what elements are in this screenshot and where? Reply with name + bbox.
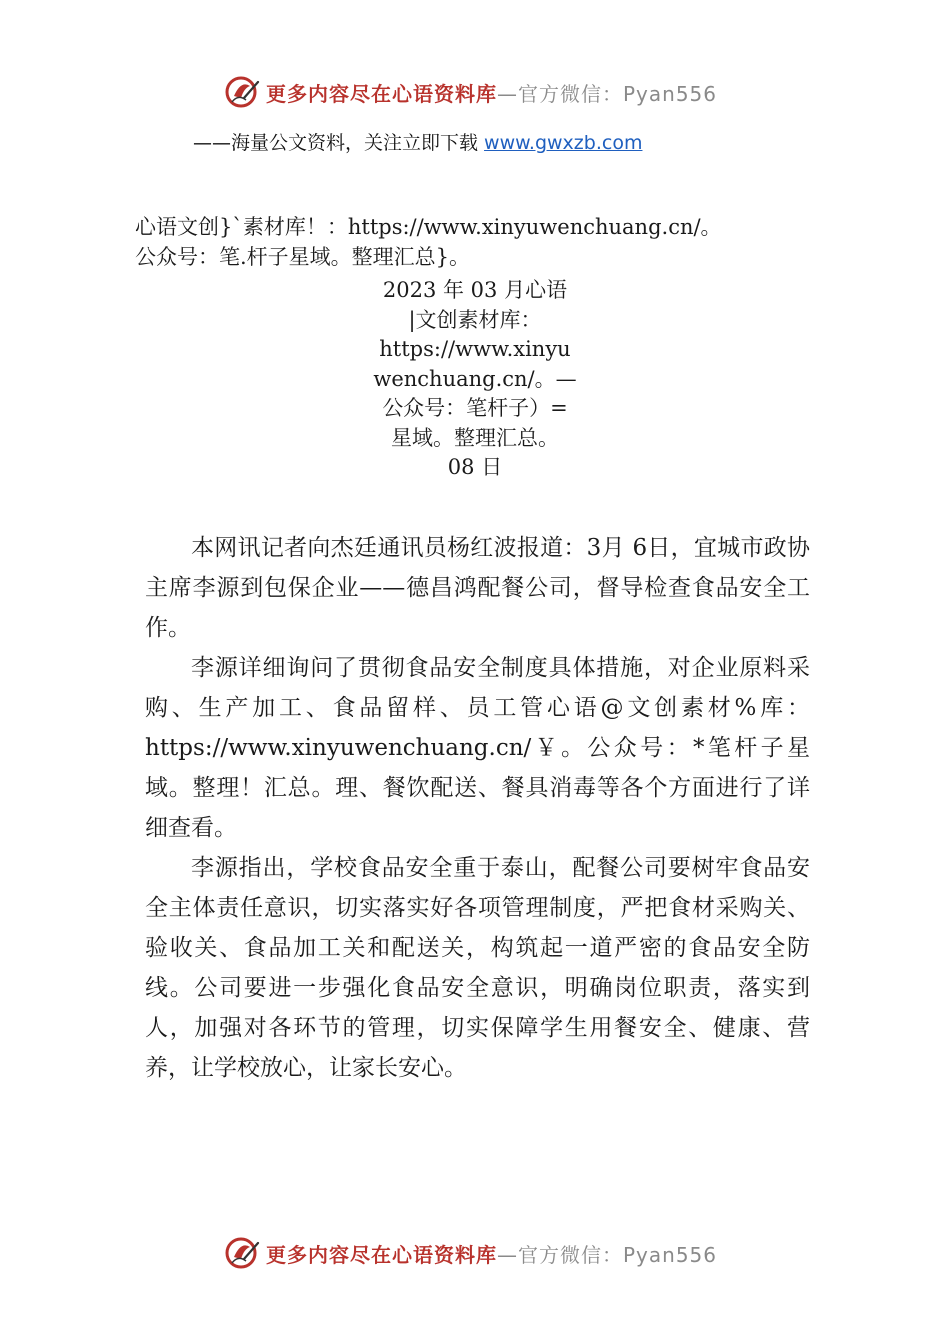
header-banner: [0, 72, 950, 112]
logo-icon: [224, 74, 262, 110]
website-link[interactable]: www.gwxzb.com: [484, 132, 643, 154]
logo-icon: [224, 1235, 262, 1271]
date-line: 08 日: [447, 455, 503, 479]
article-paragraph: 李源详细询问了贯彻食品安全制度具体措施，对企业原料采购、生产加工、食品留样、员工管心语@文创素材%库：https://www.xinyuwenchuang.cn/￥。公众号：*笔杆子星域。整理！汇总。理、餐饮配送、餐具消毒等各个方面进行了详细查看。: [145, 655, 810, 841]
intro-line-1: 心语文创}`素材库！：https://www.xinyuwenchuang.cn/。: [135, 215, 722, 239]
article-body: [145, 528, 810, 1088]
banner-gray-text: —官方微信：Pyan556: [497, 82, 718, 106]
download-subline: [193, 128, 642, 155]
date-line: |文创素材库：: [408, 307, 542, 332]
date-line: https://www.xinyu: [379, 337, 571, 361]
banner-text: [266, 1239, 717, 1268]
banner-red-text: 更多内容尽在心语资料库: [266, 1243, 497, 1267]
banner-text: [266, 78, 717, 107]
subline-text: ——海量公文资料，关注立即下载: [193, 132, 485, 154]
article-paragraph: 本网讯记者向杰廷通讯员杨红波报道：3月 6日，宜城市政协主席李源到包保企业——德昌鸿配餐公司，督导检查食品安全工作。: [145, 535, 810, 641]
date-line: 星域。整理汇总。: [391, 425, 559, 450]
footer-banner: [0, 1233, 950, 1273]
banner-gray-text: —官方微信：Pyan556: [497, 1243, 718, 1267]
article-paragraph: 李源指出，学校食品安全重于泰山，配餐公司要树牢食品安全主体责任意识，切实落实好各项管理制度，严把食材采购关、验收关、食品加工关和配送关，构筑起一道严密的食品安全防线。公司要进一步强化食品安全意识，明确岗位职责，落实到人，加强对各环节的管理，切实保障学生用餐安全、健康、营养，让学校放心，让家长安心。: [145, 855, 810, 1081]
date-line: 2023 年 03 月心语: [382, 278, 568, 302]
date-line: 公众号：笔杆子）=: [382, 396, 568, 420]
intro-block: [135, 212, 722, 272]
intro-line-2: 公众号：笔.杆子星域。整理汇总}。: [135, 245, 471, 269]
date-line: wenchuang.cn/。—: [373, 366, 577, 391]
banner-red-text: 更多内容尽在心语资料库: [266, 82, 497, 106]
date-block: [340, 276, 610, 483]
